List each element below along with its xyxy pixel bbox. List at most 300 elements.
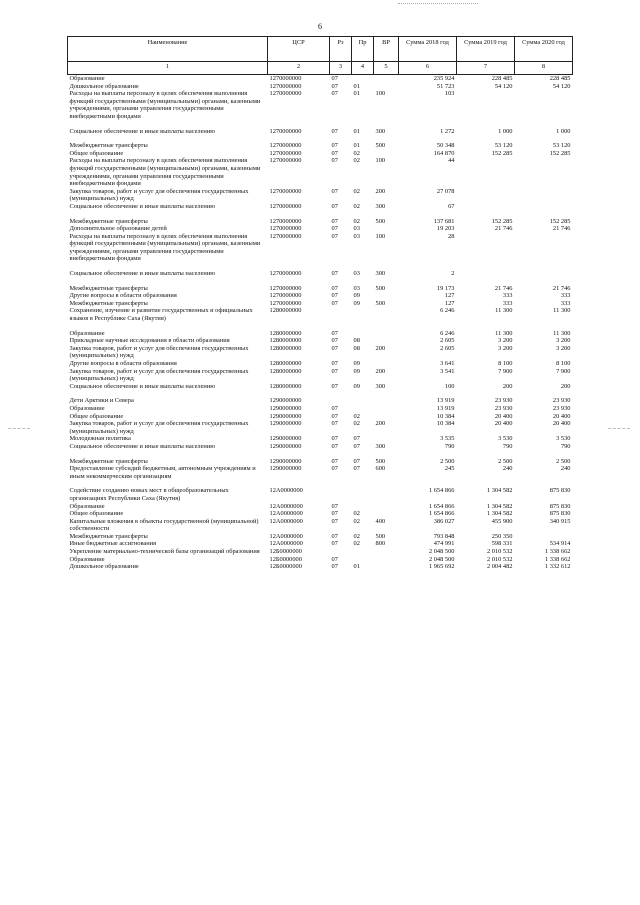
column-number: 1 xyxy=(68,62,268,75)
cell-sum-2018: 2 605 xyxy=(440,337,455,345)
cell-sum-2019: 3 200 xyxy=(498,344,513,352)
cell-sum-2020: 340 915 xyxy=(549,517,571,525)
cell-sum-2020 xyxy=(515,270,573,278)
cell-vr xyxy=(374,225,399,233)
cell-vr xyxy=(374,307,399,322)
cell-name: Социальное обеспечение и иные выплаты населению xyxy=(69,382,216,390)
cell-csr: 1280000000 xyxy=(269,360,302,367)
cell-sum-2018: 3 541 xyxy=(440,367,455,375)
column-number-row xyxy=(68,62,573,75)
cell-pr: 01 xyxy=(353,142,360,150)
cell-name: Межбюджетные трансферты xyxy=(69,284,148,292)
cell-name: Социальное обеспечение и иные выплаты населению xyxy=(69,127,216,135)
cell-rz: 07 xyxy=(331,442,338,450)
cell-sum-2020: 875 830 xyxy=(549,487,571,495)
cell-csr: 1290000000 xyxy=(269,404,302,412)
cell-sum-2018: 127 xyxy=(444,292,455,300)
cell-csr: 1270000000 xyxy=(269,187,302,195)
table-row xyxy=(68,83,573,91)
cell-sum-2019: 11 300 xyxy=(495,329,513,337)
header-row xyxy=(68,37,573,62)
table-row xyxy=(68,90,573,120)
cell-sum-2018: 2 xyxy=(451,270,455,278)
cell-name: Иные бюджетные ассигнования xyxy=(69,540,157,548)
cell-pr: 02 xyxy=(353,187,360,195)
table-body xyxy=(68,75,573,571)
cell-sum-2020: 1 000 xyxy=(556,127,571,135)
cell-sum-2019: 54 120 xyxy=(494,82,513,90)
cell-sum-2019: 23 930 xyxy=(494,404,513,412)
cell-name: Капитальные вложения в объекты государственной (муниципальной) собственности xyxy=(69,517,259,533)
cell-sum-2020 xyxy=(515,157,573,187)
spacer-cell xyxy=(68,480,573,487)
cell-vr xyxy=(374,563,399,571)
cell-vr xyxy=(374,83,399,91)
table-row xyxy=(68,443,573,451)
cell-pr xyxy=(352,556,374,564)
spacer-row xyxy=(68,211,573,218)
cell-sum-2020: 11 300 xyxy=(553,329,571,337)
cell-sum-2020: 3 200 xyxy=(556,344,571,352)
cell-sum-2019: 200 xyxy=(502,382,513,390)
cell-pr: 01 xyxy=(353,127,360,135)
cell-csr: 1270000000 xyxy=(269,127,302,135)
cell-name: Межбюджетные трансферты xyxy=(69,457,148,465)
table-row xyxy=(68,487,573,502)
cell-sum-2019: 3 200 xyxy=(498,337,513,345)
cell-name: Образование xyxy=(69,329,105,337)
cell-vr xyxy=(374,510,399,518)
cell-name: Закупка товаров, работ и услуг для обеспечения государственных (муниципальных) нужд xyxy=(69,344,249,360)
cell-sum-2019 xyxy=(457,157,515,187)
cell-pr: 02 xyxy=(353,202,360,210)
cell-csr: 1280000000 xyxy=(269,337,302,345)
cell-sum-2020: 1 332 612 xyxy=(544,563,571,571)
cell-sum-2019: 1 304 582 xyxy=(486,502,513,510)
cell-pr: 03 xyxy=(353,270,360,278)
cell-rz: 07 xyxy=(331,510,338,518)
cell-sum-2019: 2 500 xyxy=(498,457,513,465)
margin-mark-left xyxy=(8,428,30,429)
header-sum-2020: Сумма 2020 год xyxy=(515,37,573,62)
cell-rz xyxy=(330,487,352,502)
cell-name: Другие вопросы в области образования xyxy=(69,360,177,367)
cell-sum-2020 xyxy=(515,203,573,211)
cell-vr: 800 xyxy=(375,540,386,548)
cell-pr xyxy=(352,75,374,83)
column-number: 2 xyxy=(268,62,330,75)
cell-sum-2018: 103 xyxy=(444,90,455,98)
cell-sum-2019 xyxy=(457,203,515,211)
cell-sum-2018: 2 500 xyxy=(440,457,455,465)
table-row xyxy=(68,420,573,435)
cell-vr: 300 xyxy=(375,127,386,135)
cell-sum-2020: 23 930 xyxy=(552,404,571,412)
cell-sum-2018: 1 654 866 xyxy=(428,487,455,495)
cell-vr xyxy=(374,292,399,300)
table-row xyxy=(68,233,573,263)
cell-vr xyxy=(374,487,399,502)
table-row xyxy=(68,307,573,322)
cell-csr: 1270000000 xyxy=(269,225,302,233)
cell-sum-2019: 3 530 xyxy=(498,435,513,443)
cell-pr: 02 xyxy=(353,420,360,428)
cell-pr: 09 xyxy=(353,292,360,300)
column-number: 3 xyxy=(330,62,352,75)
cell-csr: 12А0000000 xyxy=(269,502,303,510)
scan-mark xyxy=(398,3,478,6)
cell-sum-2019: 1 304 582 xyxy=(486,510,513,518)
cell-name: Межбюджетные трансферты xyxy=(69,142,148,150)
cell-vr xyxy=(374,556,399,564)
cell-sum-2018: 3 535 xyxy=(440,435,455,443)
budget-table xyxy=(67,36,573,571)
page-number: 6 xyxy=(318,22,322,31)
cell-pr: 07 xyxy=(353,465,360,473)
cell-sum-2020: 228 485 xyxy=(549,75,571,82)
cell-pr xyxy=(352,330,374,338)
cell-sum-2020 xyxy=(515,233,573,263)
cell-rz: 07 xyxy=(331,457,338,465)
cell-name: Межбюджетные трансферты xyxy=(69,217,148,225)
cell-rz: 07 xyxy=(331,360,338,367)
cell-sum-2018: 127 xyxy=(444,299,455,307)
column-number: 6 xyxy=(399,62,457,75)
cell-csr: 1280000000 xyxy=(269,307,302,315)
cell-vr xyxy=(374,413,399,421)
cell-csr: 1270000000 xyxy=(269,292,302,300)
cell-pr: 07 xyxy=(353,435,360,443)
cell-rz: 07 xyxy=(331,232,338,240)
cell-rz: 07 xyxy=(331,90,338,98)
cell-name: Общее образование xyxy=(69,149,124,157)
table-row xyxy=(68,563,573,571)
column-number: 5 xyxy=(374,62,399,75)
spacer-row xyxy=(68,451,573,458)
cell-rz: 07 xyxy=(331,420,338,428)
cell-vr xyxy=(374,548,399,556)
cell-sum-2020: 875 830 xyxy=(549,510,571,518)
cell-rz xyxy=(330,397,352,405)
cell-rz: 07 xyxy=(331,142,338,150)
header-sum-2018: Сумма 2018 год xyxy=(399,37,457,62)
cell-sum-2020: 240 xyxy=(560,465,571,473)
cell-name: Образование xyxy=(69,502,105,510)
cell-sum-2020: 54 120 xyxy=(552,82,571,90)
cell-sum-2020: 21 746 xyxy=(552,284,571,292)
cell-rz: 07 xyxy=(331,149,338,157)
cell-rz: 07 xyxy=(331,532,338,540)
cell-pr: 08 xyxy=(353,344,360,352)
cell-vr: 500 xyxy=(375,217,386,225)
cell-pr: 08 xyxy=(353,337,360,345)
spacer-row xyxy=(68,480,573,487)
cell-sum-2020 xyxy=(515,533,573,541)
cell-vr xyxy=(374,397,399,405)
cell-csr: 1270000000 xyxy=(269,90,302,98)
table-row xyxy=(68,157,573,187)
cell-csr: 1270000000 xyxy=(269,75,302,82)
cell-csr: 12А0000000 xyxy=(269,510,303,518)
table-row xyxy=(68,292,573,300)
cell-csr: 1270000000 xyxy=(269,299,302,307)
cell-sum-2019: 455 900 xyxy=(491,517,513,525)
spacer-row xyxy=(68,323,573,330)
cell-rz: 07 xyxy=(331,202,338,210)
cell-sum-2020: 53 120 xyxy=(552,142,571,150)
cell-sum-2019: 53 120 xyxy=(494,142,513,150)
table-row xyxy=(68,285,573,293)
cell-csr: 1290000000 xyxy=(269,457,302,465)
cell-vr: 300 xyxy=(375,382,386,390)
cell-pr: 07 xyxy=(353,442,360,450)
cell-name: Дошкольное образование xyxy=(69,563,139,571)
cell-rz: 07 xyxy=(331,435,338,443)
cell-name: Межбюджетные трансферты xyxy=(69,299,148,307)
cell-sum-2020: 152 285 xyxy=(549,217,571,225)
cell-pr: 09 xyxy=(353,367,360,375)
cell-sum-2020: 333 xyxy=(560,299,571,307)
cell-rz: 07 xyxy=(331,555,338,563)
cell-pr: 09 xyxy=(353,299,360,307)
cell-pr: 02 xyxy=(353,412,360,420)
cell-sum-2020: 534 914 xyxy=(549,540,571,548)
cell-rz: 07 xyxy=(331,187,338,195)
cell-name: Сохранение, изучение и развитие государственных и официальных языков в Республике Саха (Якутия) xyxy=(69,307,253,323)
cell-pr xyxy=(352,397,374,405)
cell-csr: 1280000000 xyxy=(269,344,302,352)
table-row xyxy=(68,203,573,211)
table-row xyxy=(68,142,573,150)
cell-rz: 07 xyxy=(331,382,338,390)
cell-pr xyxy=(352,405,374,413)
table-row xyxy=(68,556,573,564)
cell-name: Другие вопросы в области образования xyxy=(69,292,177,300)
cell-vr: 100 xyxy=(375,157,386,165)
cell-sum-2020 xyxy=(515,90,573,120)
cell-pr: 03 xyxy=(353,284,360,292)
cell-vr: 200 xyxy=(375,187,386,195)
cell-vr xyxy=(374,503,399,511)
cell-sum-2019: 2 010 532 xyxy=(486,555,513,563)
cell-sum-2018: 19 173 xyxy=(436,284,455,292)
cell-vr xyxy=(374,337,399,345)
cell-sum-2020: 11 300 xyxy=(553,307,571,315)
cell-vr xyxy=(374,330,399,338)
cell-vr: 200 xyxy=(375,367,386,375)
cell-sum-2018: 386 027 xyxy=(433,517,455,525)
cell-name: Закупка товаров, работ и услуг для обеспечения государственных (муниципальных) нужд xyxy=(69,367,249,383)
cell-name: Общее образование xyxy=(69,510,124,518)
cell-rz: 07 xyxy=(331,367,338,375)
cell-sum-2018: 67 xyxy=(448,202,455,210)
cell-sum-2018: 1 654 866 xyxy=(428,502,455,510)
cell-name: Дополнительное образование детей xyxy=(69,225,167,233)
cell-rz: 07 xyxy=(331,563,338,571)
header-csr: ЦСР xyxy=(268,37,330,62)
cell-vr: 500 xyxy=(375,532,386,540)
cell-csr: 1290000000 xyxy=(269,412,302,420)
table-row xyxy=(68,413,573,421)
header-rz: Рз xyxy=(330,37,352,62)
cell-sum-2019: 2 010 532 xyxy=(486,548,513,556)
cell-csr: 1270000000 xyxy=(269,202,302,210)
cell-sum-2019 xyxy=(457,233,515,263)
cell-sum-2019: 333 xyxy=(502,292,513,300)
cell-name: Закупка товаров, работ и услуг для обеспечения государственных (муниципальных) нужд xyxy=(69,420,249,435)
spacer-row xyxy=(68,263,573,270)
cell-sum-2020: 7 900 xyxy=(556,367,571,375)
cell-vr: 500 xyxy=(375,142,386,150)
table-row xyxy=(68,458,573,466)
cell-vr xyxy=(374,360,399,368)
cell-sum-2020: 152 285 xyxy=(549,149,571,157)
column-number: 8 xyxy=(515,62,573,75)
spacer-row xyxy=(68,278,573,285)
cell-vr xyxy=(374,405,399,413)
header-name: Наименование xyxy=(68,37,268,62)
cell-sum-2019: 21 746 xyxy=(494,284,513,292)
cell-sum-2018: 235 924 xyxy=(433,75,455,82)
cell-sum-2018: 50 348 xyxy=(436,142,455,150)
cell-vr: 100 xyxy=(375,90,386,98)
header-pr: Пр xyxy=(352,37,374,62)
cell-csr: 1270000000 xyxy=(269,142,302,150)
cell-sum-2020: 3 200 xyxy=(556,337,571,345)
cell-rz: 07 xyxy=(331,540,338,548)
table-row xyxy=(68,465,573,480)
cell-name: Прикладные научные исследования в области образования xyxy=(69,337,230,345)
cell-pr: 01 xyxy=(353,90,360,98)
cell-sum-2020: 20 400 xyxy=(552,420,571,428)
cell-vr: 400 xyxy=(375,517,386,525)
cell-sum-2020: 200 xyxy=(560,382,571,390)
cell-name: Расходы на выплаты персоналу в целях обеспечения выполнения функций государственными (муниципальными) органами, казенными учреждениями, органами управления государственными внебюджетными фондами xyxy=(69,232,261,263)
cell-vr: 100 xyxy=(375,232,386,240)
cell-sum-2018: 13 919 xyxy=(436,404,455,412)
spacer-cell xyxy=(68,278,573,285)
cell-name: Образование xyxy=(69,75,105,82)
table-row xyxy=(68,405,573,413)
cell-sum-2020 xyxy=(515,188,573,203)
cell-rz: 07 xyxy=(331,299,338,307)
cell-name: Образование xyxy=(69,404,105,412)
cell-sum-2018: 100 xyxy=(444,382,455,390)
table-row xyxy=(68,270,573,278)
cell-rz xyxy=(330,307,352,322)
cell-vr: 300 xyxy=(375,270,386,278)
cell-pr: 02 xyxy=(353,157,360,165)
cell-csr: 1290000000 xyxy=(269,442,302,450)
cell-pr: 02 xyxy=(353,149,360,157)
cell-sum-2020: 23 930 xyxy=(552,397,571,405)
table-row xyxy=(68,330,573,338)
cell-sum-2019: 250 350 xyxy=(491,532,513,540)
cell-vr: 200 xyxy=(375,344,386,352)
cell-sum-2019: 8 100 xyxy=(498,360,513,367)
cell-sum-2020: 875 830 xyxy=(549,502,571,510)
cell-csr: 1280000000 xyxy=(269,382,302,390)
cell-sum-2018: 51 723 xyxy=(436,82,455,90)
cell-sum-2019: 228 485 xyxy=(491,75,513,82)
cell-pr: 02 xyxy=(353,510,360,518)
cell-csr: 1290000000 xyxy=(269,435,302,443)
cell-pr: 01 xyxy=(353,82,360,90)
cell-vr: 300 xyxy=(375,442,386,450)
cell-pr xyxy=(352,487,374,502)
cell-sum-2019 xyxy=(457,188,515,203)
cell-rz: 07 xyxy=(331,75,338,82)
cell-name: Социальное обеспечение и иные выплаты населению xyxy=(69,202,216,210)
cell-sum-2018: 2 605 xyxy=(440,344,455,352)
spacer-cell xyxy=(68,211,573,218)
cell-name: Закупка товаров, работ и услуг для обеспечения государственных (муниципальных) нужд xyxy=(69,187,249,203)
cell-csr: 12А0000000 xyxy=(269,487,303,495)
cell-name: Молодежная политика xyxy=(69,435,131,443)
cell-csr: 1270000000 xyxy=(269,217,302,225)
table-row xyxy=(68,397,573,405)
cell-sum-2018: 2 048 500 xyxy=(428,555,455,563)
table-row xyxy=(68,218,573,226)
cell-rz: 07 xyxy=(331,502,338,510)
cell-sum-2019: 240 xyxy=(502,465,513,473)
cell-name: Расходы на выплаты персоналу в целях обеспечения выполнения функций государственными (муниципальными) органами, казенными учреждениями, органами управления государственными внебюджетными фондами xyxy=(69,90,261,120)
spacer-cell xyxy=(68,451,573,458)
cell-sum-2018: 1 654 866 xyxy=(428,510,455,518)
cell-sum-2018: 790 xyxy=(444,442,455,450)
cell-sum-2019: 333 xyxy=(502,299,513,307)
cell-csr: 1290000000 xyxy=(269,465,302,473)
cell-sum-2019 xyxy=(457,270,515,278)
cell-pr: 02 xyxy=(353,532,360,540)
cell-name: Межбюджетные трансферты xyxy=(69,532,148,540)
cell-csr: 1280000000 xyxy=(269,367,302,375)
cell-pr: 02 xyxy=(353,517,360,525)
cell-sum-2018: 28 xyxy=(448,232,455,240)
cell-rz: 07 xyxy=(331,329,338,337)
table-row xyxy=(68,345,573,360)
cell-name: Социальное обеспечение и иные выплаты населению xyxy=(69,270,216,278)
cell-csr: 12Б0000000 xyxy=(269,555,302,563)
cell-vr: 600 xyxy=(375,465,386,473)
spacer-cell xyxy=(68,135,573,142)
cell-sum-2018: 44 xyxy=(448,157,455,165)
cell-sum-2018: 3 641 xyxy=(440,360,455,367)
header-vr: ВР xyxy=(374,37,399,62)
table-row xyxy=(68,150,573,158)
cell-csr: 1270000000 xyxy=(269,149,302,157)
cell-pr xyxy=(352,307,374,322)
cell-sum-2020: 3 530 xyxy=(556,435,571,443)
cell-pr xyxy=(352,503,374,511)
cell-vr xyxy=(374,435,399,443)
cell-sum-2018: 1 272 xyxy=(440,127,455,135)
header-sum-2019: Сумма 2019 год xyxy=(457,37,515,62)
cell-sum-2020: 8 100 xyxy=(556,360,571,367)
cell-vr: 300 xyxy=(375,202,386,210)
table-row xyxy=(68,518,573,533)
cell-sum-2019: 1 000 xyxy=(498,127,513,135)
cell-name: Укрепление материально-технической базы организаций образования xyxy=(69,548,260,556)
cell-csr: 12А0000000 xyxy=(269,532,303,540)
spacer-cell xyxy=(68,390,573,397)
cell-csr: 12А0000000 xyxy=(269,517,303,525)
cell-sum-2018: 793 848 xyxy=(433,532,455,540)
cell-pr: 07 xyxy=(353,457,360,465)
cell-rz: 07 xyxy=(331,270,338,278)
cell-csr: 12Б0000000 xyxy=(269,548,302,556)
cell-sum-2018: 27 078 xyxy=(436,187,455,195)
